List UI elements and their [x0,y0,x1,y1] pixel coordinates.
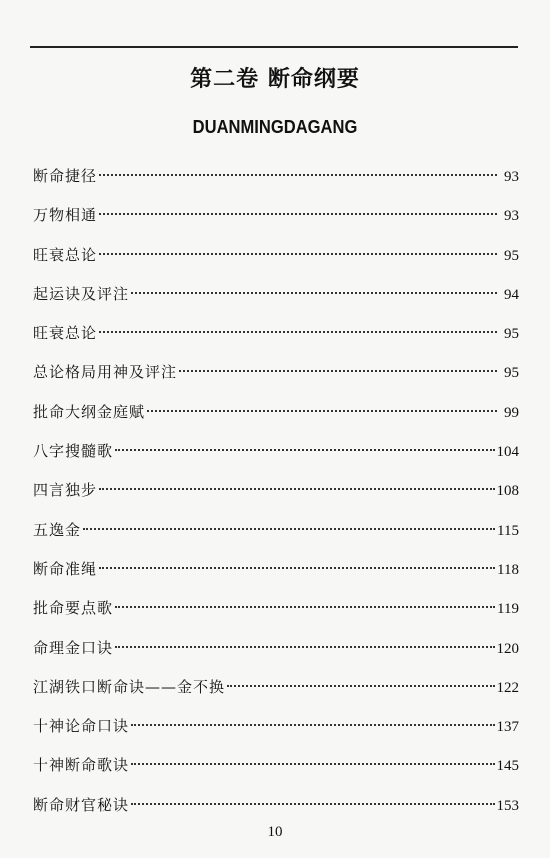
toc-entry-title: 万物相通 [33,206,98,225]
toc-entry [33,516,519,555]
dot-leader [131,292,497,294]
dot-leader [115,646,494,648]
toc-entry-title: 断命捷径 [33,167,98,185]
toc-entry-page: 93 [504,208,519,225]
toc-entry-title: 十神断命歌诀 [33,756,130,775]
toc-entry-title: 总论格局用神及评注 [33,363,178,382]
toc-entry [33,280,519,319]
toc-entry-page: 120 [496,640,519,657]
toc-entry-title: 命理金口诀 [33,638,114,657]
toc-entry [33,594,519,633]
toc-entry-title: 八字搜髓歌 [33,442,114,461]
toc-entry-title: 旺衰总论 [33,245,98,264]
toc-entry-title: 江湖铁口断命诀——金不换 [33,677,226,696]
toc-entry-page: 95 [504,365,519,382]
toc-entry [33,712,519,751]
toc-entry-page: 137 [496,719,519,736]
toc-entry-title: 旺衰总论 [33,324,98,343]
dot-leader [99,253,497,255]
dot-leader [131,763,494,765]
dot-leader [131,803,494,805]
toc-entry [33,241,519,280]
toc-entry-title: 四言独步 [33,481,98,500]
dot-leader [99,567,495,569]
dot-leader [99,213,497,215]
chapter-title: 第二卷 断命纲要 [190,66,360,92]
page-number: 10 [267,824,283,840]
toc-entry [33,162,519,201]
toc-entry-title: 断命财官秘诀 [33,795,130,814]
dot-leader [115,606,495,608]
header-rule [30,46,518,48]
dot-leader [99,488,494,490]
toc-entry [33,201,519,240]
toc-entry-page: 99 [504,404,519,421]
dot-leader [115,449,494,451]
toc-entry-page: 95 [504,326,519,343]
toc-entry-title: 断命准绳 [33,559,98,578]
dot-leader [147,410,497,412]
toc-entry-page: 115 [497,522,519,539]
toc-entry-page: 122 [496,679,519,696]
toc-entry [33,437,519,476]
toc-entry [33,398,519,437]
toc-entry-page: 119 [497,601,519,618]
toc-entry [33,673,519,712]
toc-entry [33,319,519,358]
toc-entry-title: 批命大纲金庭赋 [33,402,146,421]
toc-entry [33,751,519,790]
toc-entry-title: 十神论命口诀 [33,717,130,736]
dot-leader [131,724,494,726]
toc-entry-page: 153 [496,797,519,814]
dot-leader [179,370,497,372]
toc-entry-title: 起运诀及评注 [33,284,130,303]
toc-entry-page: 145 [496,758,519,775]
toc-entry-title: 批命要点歌 [33,599,114,618]
toc-entry-page: 93 [504,169,519,185]
dot-leader [99,331,497,333]
dot-leader [83,528,495,530]
dot-leader [99,174,497,176]
toc-entry-page: 95 [504,247,519,264]
toc-entry [33,634,519,673]
toc-entry-page: 94 [504,286,519,303]
toc-entry [33,555,519,594]
toc-entry [33,476,519,515]
toc-entry-page: 104 [496,444,519,461]
toc-entry-title: 五逸金 [33,520,82,539]
table-of-contents [33,162,519,830]
dot-leader [227,685,494,687]
toc-entry-page: 118 [497,561,519,578]
chapter-subtitle: DUANMINGDAGANG [192,117,358,137]
toc-entry [33,358,519,397]
toc-entry-page: 108 [496,483,519,500]
